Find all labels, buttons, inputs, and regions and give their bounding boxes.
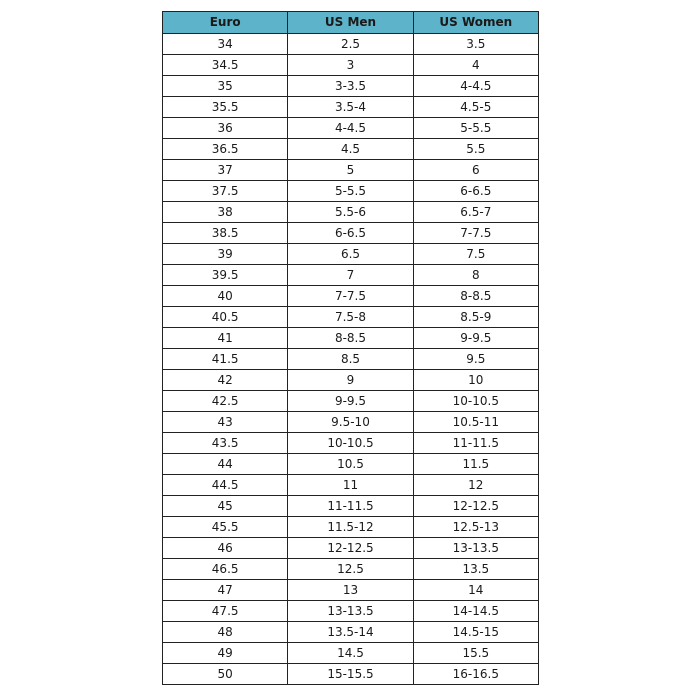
cell-us-women: 14.5-15 [413,622,538,643]
cell-us-women: 5.5 [413,139,538,160]
table-row [163,76,539,97]
cell-us-women: 4.5-5 [413,97,538,118]
cell-us-women: 5-5.5 [413,118,538,139]
cell-us-men: 3 [288,55,413,76]
cell-us-men: 9 [288,370,413,391]
cell-euro: 48 [163,622,288,643]
table-row [163,370,539,391]
table-row [163,580,539,601]
cell-us-women: 6 [413,160,538,181]
cell-us-men: 7-7.5 [288,286,413,307]
cell-us-men: 7.5-8 [288,307,413,328]
cell-us-women: 10.5-11 [413,412,538,433]
table-row [163,622,539,643]
cell-us-women: 14-14.5 [413,601,538,622]
cell-us-women: 10 [413,370,538,391]
table-row [163,643,539,664]
cell-us-men: 12.5 [288,559,413,580]
cell-us-men: 6-6.5 [288,223,413,244]
table-row [163,349,539,370]
table-row [163,97,539,118]
cell-us-men: 7 [288,265,413,286]
table-row [163,244,539,265]
table-row [163,223,539,244]
size-conversion-table [162,11,539,685]
table-row [163,139,539,160]
cell-euro: 41.5 [163,349,288,370]
table-row [163,391,539,412]
cell-euro: 34.5 [163,55,288,76]
cell-us-men: 3-3.5 [288,76,413,97]
cell-us-men: 9.5-10 [288,412,413,433]
cell-euro: 50 [163,664,288,685]
cell-us-men: 13-13.5 [288,601,413,622]
header-us-men: US Men [288,12,413,34]
table-row [163,202,539,223]
cell-euro: 45.5 [163,517,288,538]
cell-us-men: 3.5-4 [288,97,413,118]
cell-euro: 38.5 [163,223,288,244]
table-row [163,538,539,559]
cell-us-women: 12-12.5 [413,496,538,517]
cell-euro: 47 [163,580,288,601]
cell-euro: 38 [163,202,288,223]
cell-us-men: 14.5 [288,643,413,664]
cell-us-women: 11-11.5 [413,433,538,454]
table-row [163,118,539,139]
table-row [163,496,539,517]
cell-us-women: 4 [413,55,538,76]
cell-us-men: 5.5-6 [288,202,413,223]
header-us-women: US Women [413,12,538,34]
table-row [163,559,539,580]
cell-us-women: 8.5-9 [413,307,538,328]
cell-euro: 49 [163,643,288,664]
cell-us-men: 11 [288,475,413,496]
cell-us-men: 9-9.5 [288,391,413,412]
cell-us-women: 8-8.5 [413,286,538,307]
cell-us-women: 9-9.5 [413,328,538,349]
cell-us-men: 11-11.5 [288,496,413,517]
cell-us-women: 16-16.5 [413,664,538,685]
table-row [163,34,539,55]
cell-us-men: 5 [288,160,413,181]
cell-us-women: 13-13.5 [413,538,538,559]
cell-us-women: 6.5-7 [413,202,538,223]
table-row [163,307,539,328]
table-row [163,517,539,538]
cell-us-men: 2.5 [288,34,413,55]
cell-us-men: 13.5-14 [288,622,413,643]
table-row [163,286,539,307]
cell-euro: 40 [163,286,288,307]
cell-us-women: 3.5 [413,34,538,55]
cell-us-men: 12-12.5 [288,538,413,559]
cell-us-men: 10.5 [288,454,413,475]
cell-euro: 39.5 [163,265,288,286]
cell-us-women: 10-10.5 [413,391,538,412]
cell-euro: 39 [163,244,288,265]
cell-us-men: 15-15.5 [288,664,413,685]
cell-euro: 41 [163,328,288,349]
cell-us-women: 7.5 [413,244,538,265]
cell-us-women: 6-6.5 [413,181,538,202]
cell-euro: 46 [163,538,288,559]
table-row [163,412,539,433]
cell-us-women: 4-4.5 [413,76,538,97]
cell-euro: 34 [163,34,288,55]
cell-us-women: 11.5 [413,454,538,475]
cell-us-men: 13 [288,580,413,601]
table-row [163,328,539,349]
cell-euro: 43.5 [163,433,288,454]
table-row [163,601,539,622]
table-row [163,664,539,685]
cell-us-women: 15.5 [413,643,538,664]
table-row [163,55,539,76]
cell-us-women: 8 [413,265,538,286]
cell-euro: 42.5 [163,391,288,412]
cell-euro: 36.5 [163,139,288,160]
cell-us-women: 13.5 [413,559,538,580]
table-row [163,160,539,181]
cell-us-women: 7-7.5 [413,223,538,244]
cell-us-women: 14 [413,580,538,601]
cell-euro: 37.5 [163,181,288,202]
cell-us-men: 6.5 [288,244,413,265]
cell-us-men: 4-4.5 [288,118,413,139]
cell-euro: 44 [163,454,288,475]
header-row [163,12,539,34]
cell-euro: 43 [163,412,288,433]
cell-euro: 42 [163,370,288,391]
cell-us-men: 10-10.5 [288,433,413,454]
table-body [163,34,539,685]
table-row [163,475,539,496]
cell-euro: 37 [163,160,288,181]
cell-euro: 44.5 [163,475,288,496]
cell-us-men: 8-8.5 [288,328,413,349]
table-row [163,265,539,286]
cell-us-men: 11.5-12 [288,517,413,538]
cell-euro: 47.5 [163,601,288,622]
table-row [163,433,539,454]
cell-us-women: 9.5 [413,349,538,370]
cell-euro: 35 [163,76,288,97]
cell-euro: 45 [163,496,288,517]
cell-euro: 36 [163,118,288,139]
cell-euro: 46.5 [163,559,288,580]
table-row [163,454,539,475]
table-row [163,181,539,202]
cell-euro: 40.5 [163,307,288,328]
header-euro: Euro [163,12,288,34]
cell-euro: 35.5 [163,97,288,118]
cell-us-women: 12.5-13 [413,517,538,538]
cell-us-women: 12 [413,475,538,496]
cell-us-men: 4.5 [288,139,413,160]
cell-us-men: 5-5.5 [288,181,413,202]
cell-us-men: 8.5 [288,349,413,370]
table-header [163,12,539,34]
